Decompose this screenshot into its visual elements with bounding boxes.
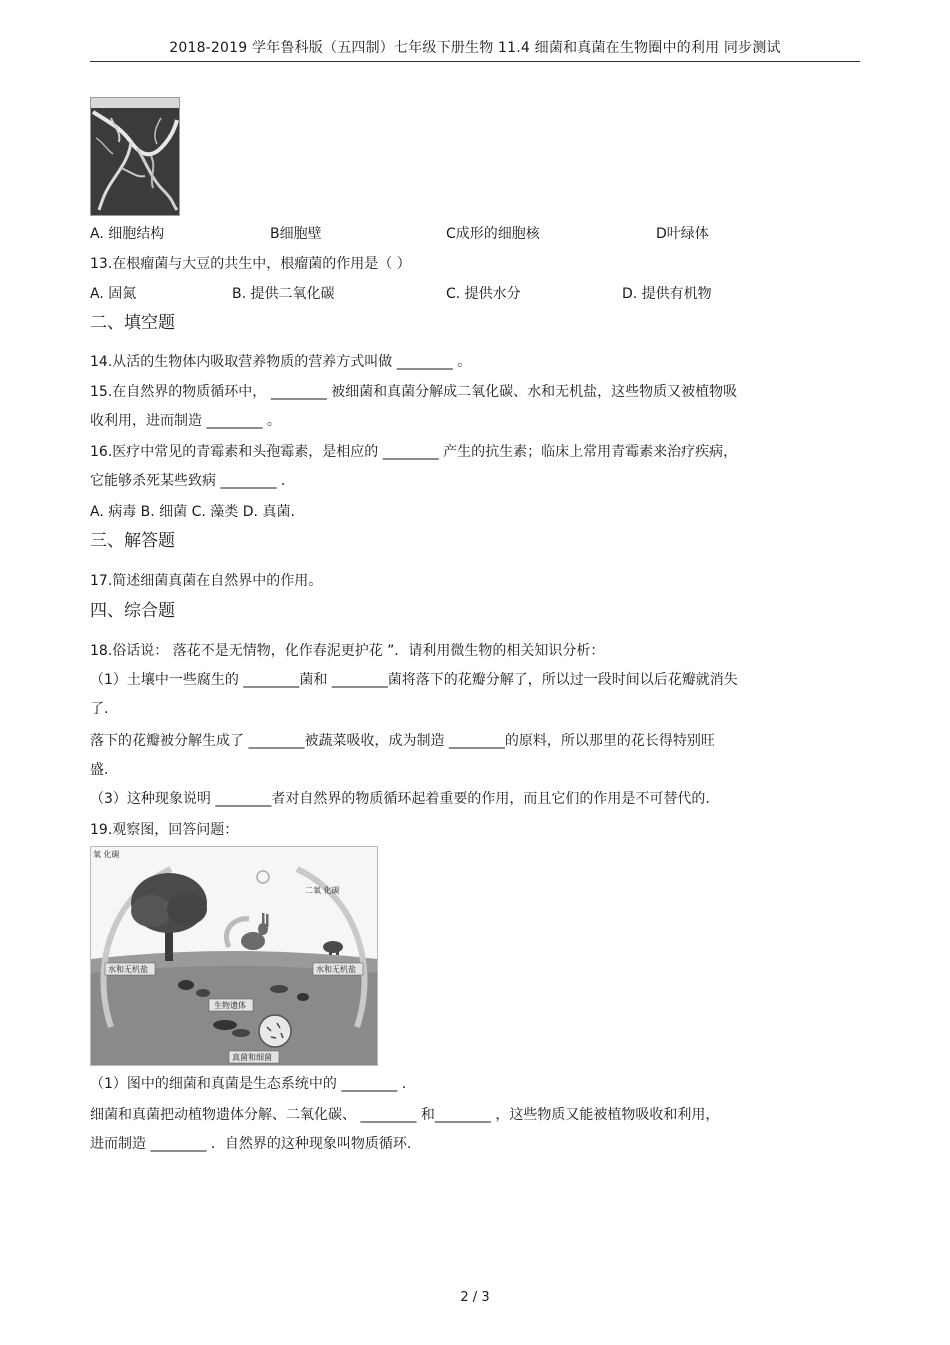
q13-option-b: B. 提供二氧化碳 [232,286,335,302]
q13-stem: 13.在根瘤菌与大豆的共生中，根瘤菌的作用是（ ） [90,256,411,272]
figure-label-co2-left: 氧 化碳 [93,850,120,859]
q18-part2-line2: 盛. [90,762,109,778]
q19-part1: （1）图中的细菌和真菌是生态系统中的 ________ . [90,1076,407,1092]
q15-line1: 15.在自然界的物质循环中， ________ 被细菌和真菌分解成二氧化碳、水和无机盐，这些物质又被植物吸 [90,384,738,400]
q14-text: 14.从活的生物体内吸取营养物质的营养方式叫做 ________ 。 [90,354,472,370]
q16-line1: 16.医疗中常见的青霉素和头孢霉素，是相应的 ________ 产生的抗生素；临床上常用青霉素来治疗疾病， [90,444,738,460]
q19-part2-line2: 进而制造 ________ ．自然界的这种现象叫物质循环. [90,1136,412,1152]
q16-options: A. 病毒 B. 细菌 C. 藻类 D. 真菌. [90,504,295,520]
q13-option-a: A. 固氮 [90,286,137,302]
q18-part1-line2: 了. [90,701,109,717]
q18-part3: （3）这种现象说明 ________者对自然界的物质循环起着重要的作用，而且它们的作用是不可替代的. [90,791,710,807]
q12-option-a: A. 细胞结构 [90,226,165,242]
q12-option-b: B细胞壁 [270,226,322,242]
matter-cycle-figure [90,846,378,1066]
figure-label-co2-right: 二氧 化碳 [305,886,340,895]
q13-option-d: D. 提供有机物 [622,286,712,302]
q12-option-d: D叶绿体 [656,226,709,242]
hyphae-micrograph-image [90,97,180,216]
page-header: 2018-2019 学年鲁科版（五四制）七年级下册生物 11.4 细菌和真菌在生物圈中的利用 同步测试 [169,40,781,56]
q18-part2-line1: 落下的花瓣被分解生成了 ________被蔬菜吸收，成为制造 ________的原料，所以那里的花长得特别旺 [90,733,715,749]
figure-label-salt-left: 水和无机盐 [108,965,148,974]
header-divider [90,61,860,62]
q19-stem: 19.观察图，回答问题： [90,822,239,838]
figure-label-microbes: 真菌和细菌 [232,1053,272,1062]
figure-label-salt-right: 水和无机盐 [316,965,356,974]
q19-part2-line1: 细菌和真菌把动植物遗体分解、二氧化碳、 ________ 和________ ，这些物质又能被植物吸收和利用， [90,1107,720,1123]
section-comprehensive-title: 四、综合题 [90,601,175,621]
section-answer-title: 三、解答题 [90,531,175,551]
q12-option-c: C成形的细胞核 [446,226,540,242]
section-fill-in-title: 二、填空题 [90,313,175,333]
q13-option-c: C. 提供水分 [446,286,521,302]
q17-text: 17.简述细菌真菌在自然界中的作用。 [90,573,323,589]
q16-line2: 它能够杀死某些致病 ________ . [90,473,286,489]
q18-stem: 18.俗话说： 落花不是无情物，化作春泥更护花 ”．请利用微生物的相关知识分析： [90,643,605,659]
q15-line2: 收利用，进而制造 ________ 。 [90,413,281,429]
q18-part1-line1: （1）土壤中一些腐生的 ________菌和 ________菌将落下的花瓣分解了，所以过一段时间以后花瓣就消失 [90,672,738,688]
figure-label-remains: 生物遗体 [214,1001,246,1010]
page-number: 2 / 3 [460,1290,490,1305]
